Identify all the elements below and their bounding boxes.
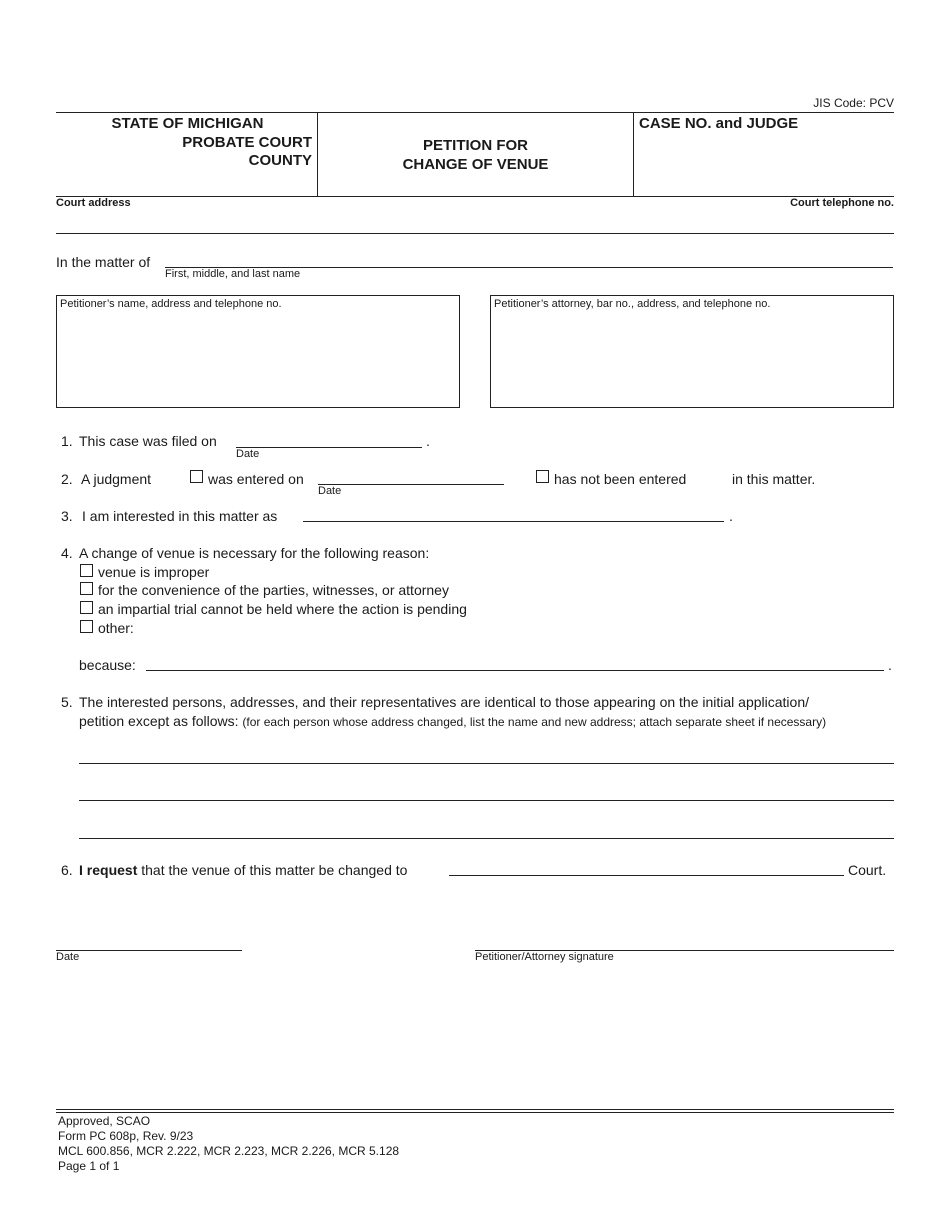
item6-number: 6. bbox=[61, 862, 73, 878]
court-address-label: Court address bbox=[56, 197, 131, 209]
case-no-label: CASE NO. and JUDGE bbox=[639, 115, 799, 132]
item4-text: A change of venue is necessary for the following reason: bbox=[79, 545, 430, 561]
item2-date-field[interactable] bbox=[318, 484, 504, 485]
reason-venue-improper-checkbox[interactable] bbox=[80, 564, 93, 577]
reason-other-checkbox[interactable] bbox=[80, 620, 93, 633]
court-address-rule bbox=[56, 233, 894, 234]
reason-impartial-trial-label: an impartial trial cannot be held where the action is pending bbox=[98, 601, 467, 617]
judgment-entered-checkbox[interactable] bbox=[190, 470, 203, 483]
judgment-entered-label: was entered on bbox=[208, 471, 304, 487]
item6-bold: I request bbox=[79, 862, 138, 878]
footer-approved: Approved, SCAO bbox=[58, 1114, 151, 1128]
item6-end: Court. bbox=[848, 862, 887, 878]
item6-text bbox=[79, 862, 407, 878]
attorney-box-label: Petitioner’s attorney, bar no., address, and telephone no. bbox=[494, 298, 771, 310]
item5-number: 5. bbox=[61, 694, 73, 710]
matter-label: In the matter of bbox=[56, 254, 151, 270]
petitioner-info-box[interactable] bbox=[56, 295, 460, 408]
petitioner-box-label: Petitioner’s name, address and telephone no. bbox=[60, 298, 282, 310]
item1-text: This case was filed on bbox=[79, 433, 217, 449]
item3-text: I am interested in this matter as bbox=[82, 508, 278, 524]
state-label: STATE OF MICHIGAN bbox=[111, 115, 264, 132]
item1-date-field[interactable] bbox=[236, 447, 422, 448]
item3-period: . bbox=[729, 508, 733, 524]
reason-impartial-trial-checkbox[interactable] bbox=[80, 601, 93, 614]
header-bottom-rule bbox=[56, 196, 894, 197]
signature-date-label: Date bbox=[56, 951, 80, 963]
item1-number: 1. bbox=[61, 433, 73, 449]
signature-date-field[interactable] bbox=[56, 950, 242, 951]
reason-convenience-checkbox[interactable] bbox=[80, 582, 93, 595]
changes-line-1[interactable] bbox=[79, 763, 894, 764]
reason-venue-improper-label: venue is improper bbox=[98, 564, 210, 580]
reason-convenience-label: for the convenience of the parties, witnesses, or attorney bbox=[98, 582, 449, 598]
header-divider-right bbox=[633, 112, 634, 196]
attorney-info-box[interactable] bbox=[490, 295, 894, 408]
changes-line-2[interactable] bbox=[79, 800, 894, 801]
item4-number: 4. bbox=[61, 545, 73, 561]
court-label: PROBATE COURT bbox=[182, 134, 312, 151]
item1-date-label: Date bbox=[236, 448, 260, 460]
new-venue-field[interactable] bbox=[449, 875, 844, 876]
because-period: . bbox=[888, 657, 892, 673]
jis-code: JIS Code: PCV bbox=[813, 96, 894, 110]
item2-number: 2. bbox=[61, 471, 73, 487]
item5-note: (for each person whose address changed, list the name and new address; attach separate sheet if necessary) bbox=[242, 715, 827, 729]
reason-other-label: other: bbox=[98, 620, 134, 636]
form-title-line2: CHANGE OF VENUE bbox=[402, 156, 549, 173]
item6-body: that the venue of this matter be changed to bbox=[141, 862, 408, 878]
because-field[interactable] bbox=[146, 670, 884, 671]
court-address-field[interactable] bbox=[56, 211, 894, 233]
item2-end: in this matter. bbox=[732, 471, 816, 487]
footer-page: Page 1 of 1 bbox=[58, 1159, 120, 1173]
judgment-not-entered-label: has not been entered bbox=[554, 471, 687, 487]
interest-field[interactable] bbox=[303, 521, 724, 522]
item5-line2-text: petition except as follows: bbox=[79, 713, 239, 729]
signature-label: Petitioner/Attorney signature bbox=[475, 951, 614, 963]
footer-mcl: MCL 600.856, MCR 2.222, MCR 2.223, MCR 2.226, MCR 5.128 bbox=[58, 1144, 400, 1158]
footer-rule-1 bbox=[56, 1109, 894, 1110]
county-label: COUNTY bbox=[248, 152, 312, 169]
item1-period: . bbox=[426, 433, 430, 449]
changes-line-3[interactable] bbox=[79, 838, 894, 839]
form-title-line1: PETITION FOR bbox=[423, 137, 528, 154]
because-label: because: bbox=[79, 657, 136, 673]
matter-sublabel: First, middle, and last name bbox=[165, 268, 301, 280]
case-no-field[interactable] bbox=[639, 136, 893, 194]
judgment-not-entered-checkbox[interactable] bbox=[536, 470, 549, 483]
header-top-rule bbox=[56, 112, 894, 113]
item2-date-label: Date bbox=[318, 485, 342, 497]
court-phone-label: Court telephone no. bbox=[790, 197, 894, 209]
item5-line2 bbox=[79, 713, 826, 729]
item2-text: A judgment bbox=[81, 471, 152, 487]
item5-line1: The interested persons, addresses, and their representatives are identical to those appearing on the initial application/ bbox=[79, 694, 810, 710]
footer-rule-2 bbox=[56, 1112, 894, 1113]
header-divider-left bbox=[317, 112, 318, 196]
footer-form-number: Form PC 608p, Rev. 9/23 bbox=[58, 1129, 194, 1143]
item3-number: 3. bbox=[61, 508, 73, 524]
